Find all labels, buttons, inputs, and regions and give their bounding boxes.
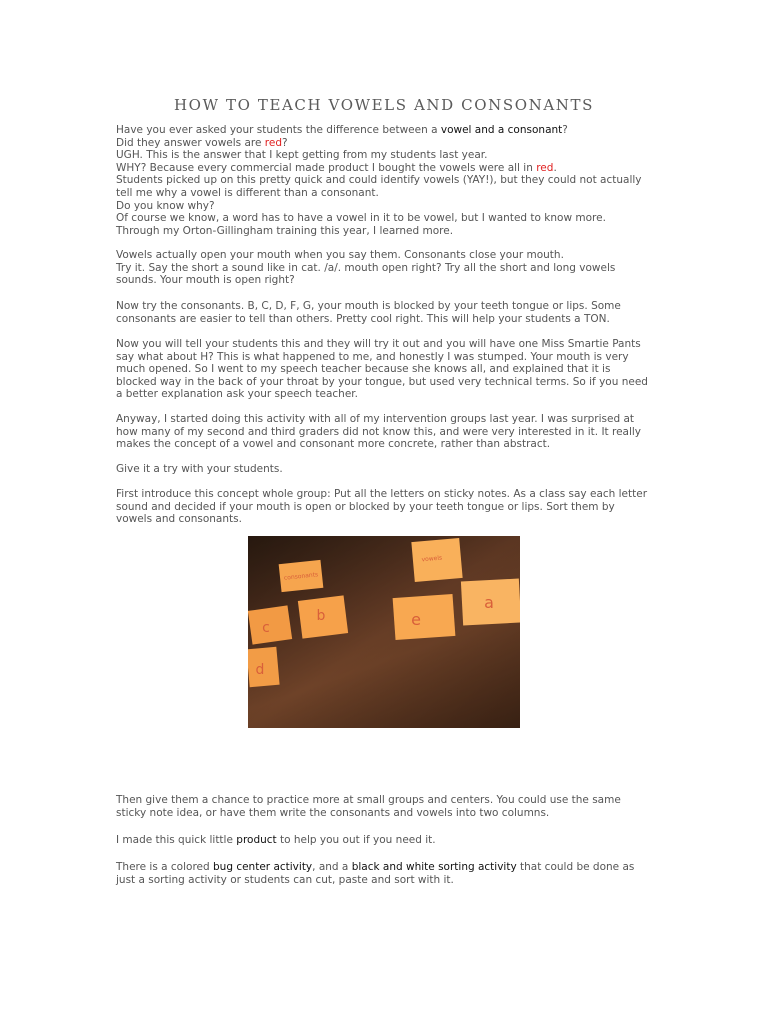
whole-group-paragraph: First introduce this concept whole group: Put all the letters on sticky notes. As a class say each letter sound and decided if your mouth is open or blocked by your teeth tongue or lips. Sort them by vowels and consonants. — [116, 488, 648, 526]
red-word: red — [264, 136, 282, 149]
letter-h-paragraph: Now you will tell your students this and they will try it out and you will have one Miss Smartie Pants say what about H? This is what happened to me, and honestly I was stumped. Your mouth is very much opened. So I went to my speech teacher because she knows all, and explained that it is blocked way in the back of your throat by your tongue, but used very technical terms. So if you need a better explanation ask your speech teacher. — [116, 338, 648, 401]
svg-text:a: a — [484, 593, 494, 612]
sticky-note-e — [393, 594, 456, 640]
consonants-paragraph: Now try the consonants. B, C, D, F, G, your mouth is blocked by your teeth tongue or lips. Some consonants are easier to tell than others. Pretty cool right. This will help your students a TON. — [116, 300, 621, 325]
svg-text:c: c — [262, 620, 270, 636]
sticky-notes-photo — [248, 536, 520, 728]
activities-paragraph: There is a colored bug center activity, and a black and white sorting activity that could be done as just a sorting activity or students can cut, paste and sort with it. — [116, 861, 635, 886]
page-title: HOW TO TEACH VOWELS AND CONSONANTS — [174, 96, 594, 114]
svg-text:e: e — [411, 610, 421, 629]
svg-text:vowels: vowels — [421, 554, 443, 564]
vowels-open-paragraph: Vowels actually open your mouth when you say them. Consonants close your mouth. Try it. Say the short a sound like in cat. /a/. mouth open right? Try all the short and long vowels sounds. Your mouth is open right? — [116, 249, 616, 287]
vowel-consonant-link[interactable]: vowel and a consonant — [440, 124, 563, 136]
sticky-note-d — [248, 647, 280, 687]
sticky-note-b — [298, 595, 348, 638]
sticky-note-vowels — [411, 538, 462, 582]
try-it-paragraph: Give it a try with your students. — [116, 463, 283, 475]
product-paragraph: I made this quick little product to help you out if you need it. — [116, 834, 436, 846]
sticky-note-consonants — [279, 560, 324, 592]
bug-center-activity-link[interactable]: bug center activity — [213, 861, 313, 873]
svg-text:b: b — [316, 608, 326, 624]
activity-paragraph: Anyway, I started doing this activity with all of my intervention groups last year. I was surprised at how many of my second and third graders did not know this, and were very interested in it. It really makes the concept of a vowel and consonant more concrete, rather than abstract. — [116, 413, 642, 451]
sticky-note-a — [461, 579, 520, 626]
intro-paragraph: Have you ever asked your students the difference between a vowel and a consonant? Did they answer vowels are red? UGH. This is the answer that I kept getting from my students last year. WHY? Because every commercial made product I bought the vowels were all in red. Students picked up on this pretty quick and could identify vowels (YAY!), but they could not actually tell me why a vowel is different than a consonant. Do you know why? Of course we know, a word has to have a vowel in it to be vowel, but I wanted to know more. Through my Orton-Gillingham training this year, I learned more. — [116, 124, 642, 237]
product-link[interactable]: product — [236, 834, 277, 846]
svg-text:consonants: consonants — [283, 571, 319, 582]
practice-paragraph: Then give them a chance to practice more at small groups and centers. You could use the same sticky note idea, or have them write the consonants and vowels into two columns. — [116, 794, 621, 819]
sorting-activity-link[interactable]: black and white sorting activity — [351, 861, 517, 873]
svg-text:d: d — [255, 662, 265, 678]
sticky-note-c — [248, 605, 292, 644]
red-word: red — [536, 161, 554, 174]
